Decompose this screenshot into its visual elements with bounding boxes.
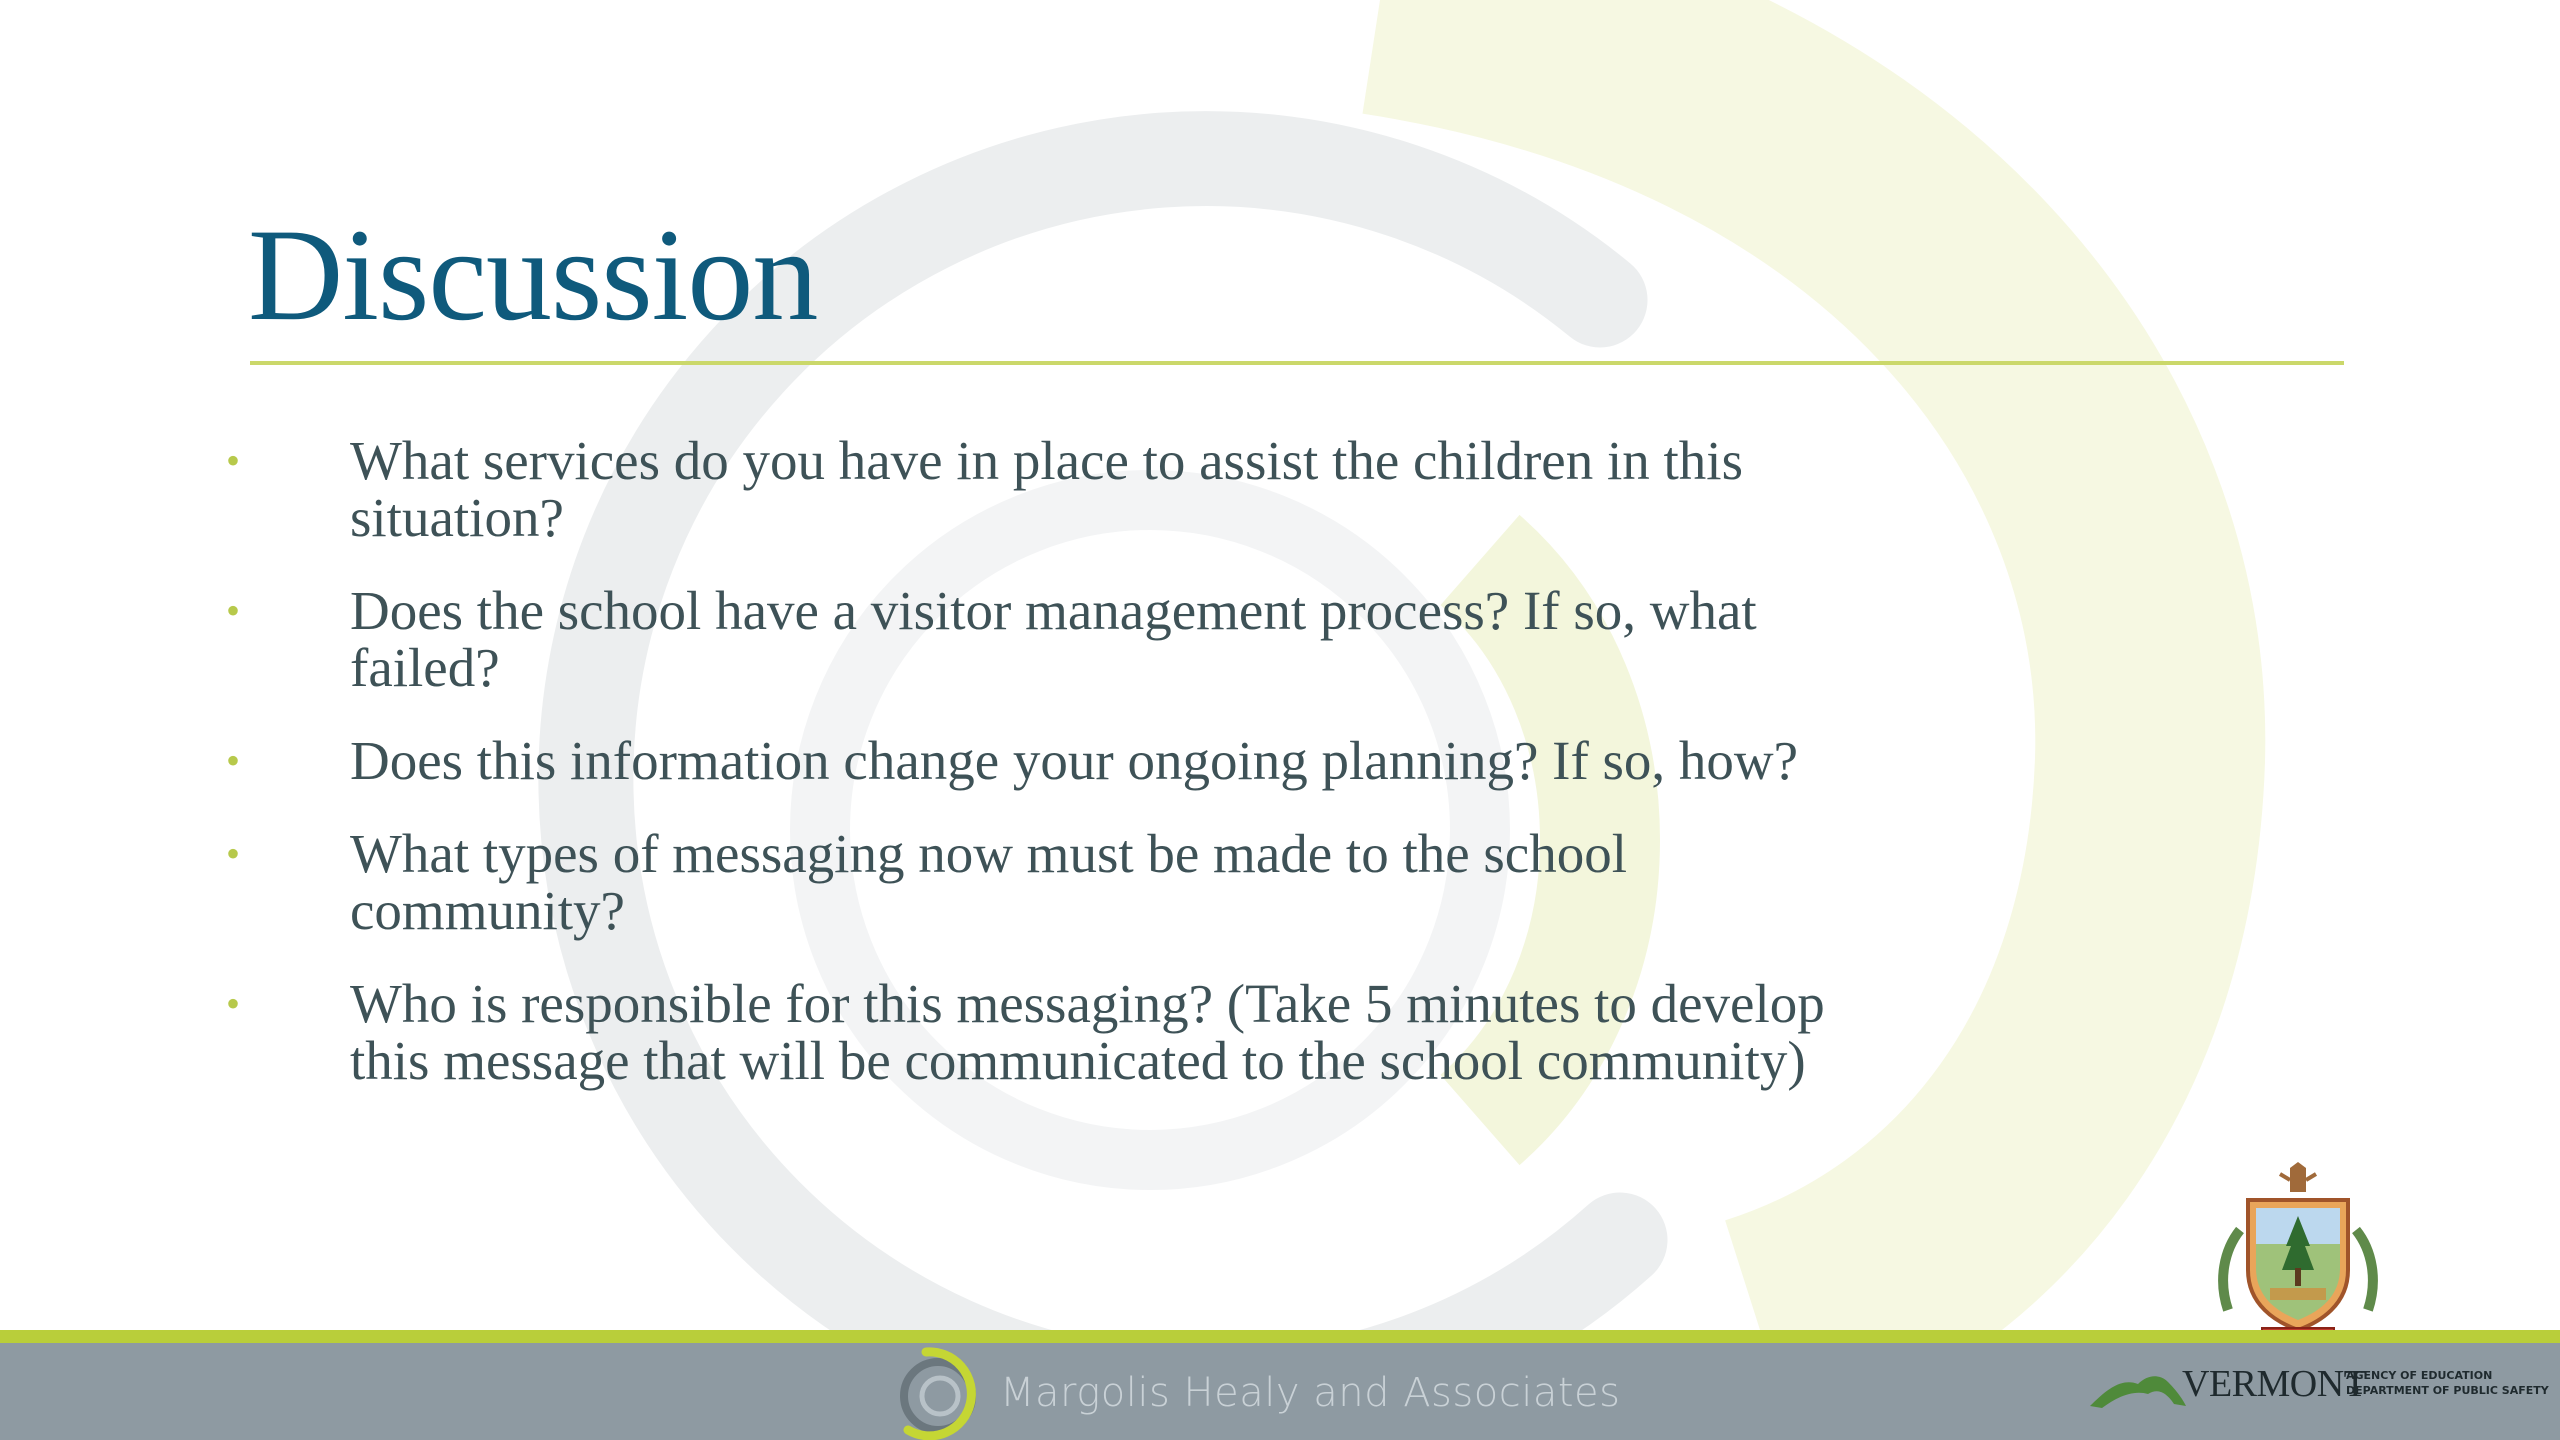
bullet-dot-icon: •	[226, 588, 241, 633]
agency-line: AGENCY OF EDUCATION	[2346, 1369, 2493, 1382]
vermont-agency-lines	[2346, 1368, 2549, 1398]
slide-title: Discussion	[248, 201, 818, 348]
title-divider	[250, 361, 2344, 365]
bullet-list	[226, 432, 1826, 1125]
bullet-item	[226, 732, 1826, 789]
bullet-dot-icon: •	[226, 981, 241, 1026]
bullet-text: Does the school have a visitor management process? If so, what failed?	[350, 580, 1757, 698]
bullet-text: What services do you have in place to assist the children in this situation?	[350, 430, 1743, 548]
bullet-item	[226, 825, 1826, 939]
bullet-item	[226, 432, 1826, 546]
bullet-item	[226, 975, 1826, 1089]
bullet-dot-icon: •	[226, 438, 241, 483]
bullet-text: Who is responsible for this messaging? (Take 5 minutes to develop this message that will be communicated to the school community)	[350, 973, 1825, 1091]
bullet-dot-icon: •	[226, 831, 241, 876]
vermont-wordmark: VERMONT	[2182, 1363, 2367, 1405]
bullet-text: What types of messaging now must be made to the school community?	[350, 823, 1627, 941]
bullet-item	[226, 582, 1826, 696]
margolis-healy-logo-icon	[896, 1346, 992, 1440]
vermont-seal-icon	[2210, 1160, 2386, 1350]
bullet-dot-icon: •	[226, 738, 241, 783]
firm-name: Margolis Healy and Associates	[1000, 1370, 1621, 1416]
bullet-text: Does this information change your ongoing planning? If so, how?	[350, 730, 1799, 791]
footer-accent-rule	[0, 1330, 2560, 1343]
vermont-mountain-icon	[2088, 1366, 2188, 1412]
agency-line: DEPARTMENT OF PUBLIC SAFETY	[2346, 1384, 2549, 1397]
